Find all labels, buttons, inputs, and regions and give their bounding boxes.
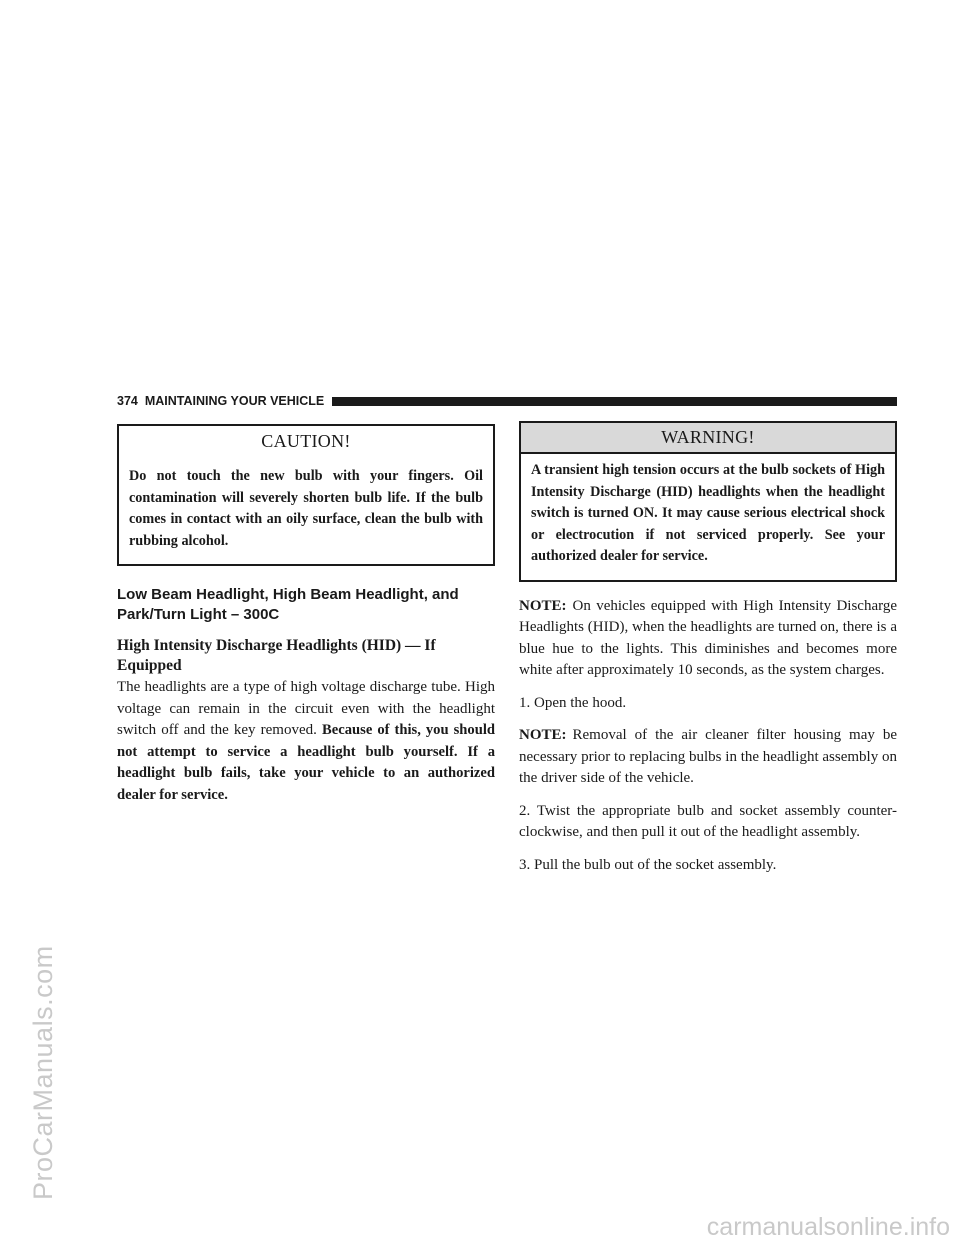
step-1: 1. Open the hood. bbox=[519, 694, 627, 711]
caution-title: CAUTION! bbox=[261, 431, 351, 451]
note-label: NOTE: bbox=[519, 727, 567, 743]
hid-paragraph bbox=[117, 677, 495, 806]
note-label: NOTE: bbox=[519, 597, 567, 614]
warning-text: A transient high tension occurs at the bulb sockets of High Intensity Discharge (HID) headlights when the headlight switch is turned ON. It may cause serious electrical shock or electrocution if not serviced properly. See your authorized dealer for service. bbox=[531, 462, 885, 564]
note-air-cleaner bbox=[519, 725, 897, 790]
page-number: 374 bbox=[117, 394, 138, 408]
note-text: Removal of the air cleaner filter housing may be necessary prior to replacing bulbs in the headlight assembly on the driver side of the vehicle. bbox=[519, 727, 897, 786]
note-text: On vehicles equipped with High Intensity Discharge Headlights (HID), when the headlights are turned on, there is a blue hue to the lights. This diminishes and becomes more white after approximately 10 seconds, as the system charges. bbox=[519, 597, 897, 678]
note-hid-blue-hue bbox=[519, 596, 897, 682]
caution-box bbox=[117, 424, 495, 566]
page-header bbox=[117, 392, 897, 410]
section-title: MAINTAINING YOUR VEHICLE bbox=[144, 394, 325, 408]
step-2: 2. Twist the appropriate bulb and socket assembly counter-clockwise, and then pull it out of the headlight assembly. bbox=[519, 802, 897, 840]
warning-title: WARNING! bbox=[521, 423, 895, 454]
hid-subheading: High Intensity Discharge Headlights (HID) — If Equipped bbox=[117, 637, 436, 674]
header-rule bbox=[332, 397, 897, 406]
step-3: 3. Pull the bulb out of the socket assembly. bbox=[519, 856, 777, 873]
left-column bbox=[117, 424, 495, 806]
bottom-watermark: carmanualsonline.info bbox=[706, 1213, 950, 1241]
side-watermark: ProCarManuals.com bbox=[28, 945, 58, 1200]
hid-paragraph-regular: The headlights are a type of high voltage discharge tube. High voltage can remain in the circuit even with the headlight switch off and the key removed. bbox=[117, 679, 495, 738]
hid-paragraph-bold: Because of this, you should not attempt to service a headlight bulb yourself. If a headlight bulb fails, take your vehicle to an authorized dealer for service. bbox=[117, 722, 495, 803]
section-heading: Low Beam Headlight, High Beam Headlight, and Park/Turn Light – 300C bbox=[117, 586, 459, 623]
warning-box bbox=[519, 421, 897, 582]
caution-text: Do not touch the new bulb with your fingers. Oil contamination will severely shorten bulb life. If the bulb comes in contact with an oily surface, clean the bulb with rubbing alcohol. bbox=[129, 468, 483, 549]
right-column bbox=[519, 421, 897, 876]
